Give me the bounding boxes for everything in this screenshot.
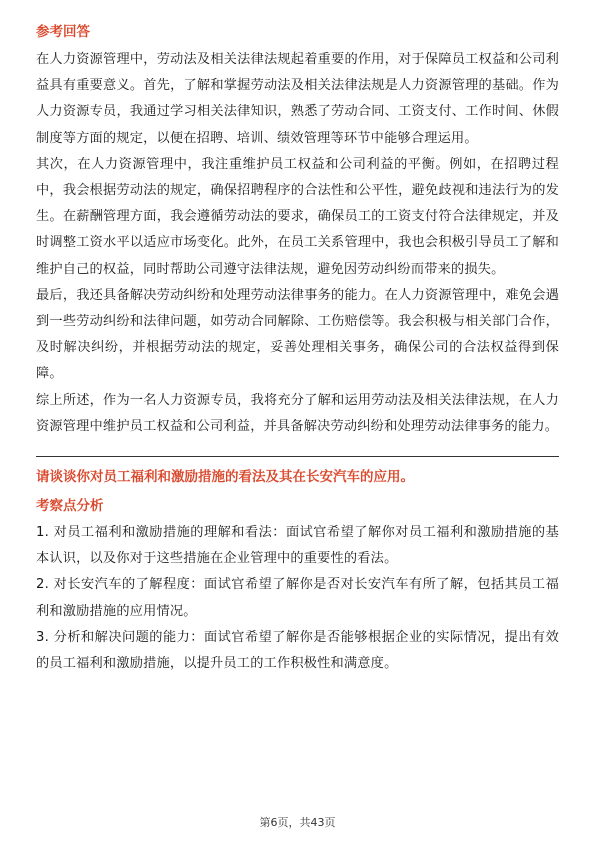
analysis-item-2: 2. 对长安汽车的了解程度：面试官希望了解你是否对长安汽车有所了解，包括其员工福利和激励措施的应用情况。 <box>36 577 559 619</box>
answer-paragraph-2: 其次，在人力资源管理中，我注重维护员工权益和公司利益的平衡。例如，在招聘过程中，我会根据劳动法的规定，确保招聘程序的合法性和公平性，避免歧视和违法行为的发生。在薪酬管理方面，我会遵循劳动法的要求，确保员工的工资支付符合法律规定，并及时调整工资水平以适应市场变化。此外，在员工关系管理中，我也会积极引导员工了解和维护自己的权益，同时帮助公司遵守法律法规，避免因劳动纠纷而带来的损失。 <box>36 156 559 277</box>
analysis-item-3: 3. 分析和解决问题的能力：面试官希望了解你是否能够根据企业的实际情况，提出有效的员工福利和激励措施，以提升员工的工作积极性和满意度。 <box>36 629 559 672</box>
answer-paragraph-3: 最后，我还具备解决劳动纠纷和处理劳动法律事务的能力。在人力资源管理中，难免会遇到一些劳动纠纷和法律问题，如劳动合同解除、工伤赔偿等。我会积极与相关部门合作，及时解决纠纷，并根据劳动法的规定，妥善处理相关事务，确保公司的合法权益得到保障。 <box>36 287 559 382</box>
analysis-heading: 考察点分析 <box>36 498 104 515</box>
section-divider <box>36 456 559 457</box>
analysis-item-1: 1. 对员工福利和激励措施的理解和看法：面试官希望了解你对员工福利和激励措施的基本认识，以及你对于这些措施在企业管理中的重要性的看法。 <box>36 525 559 567</box>
answer-paragraph-4: 综上所述，作为一名人力资源专员，我将充分了解和运用劳动法及相关法律法规，在人力资源管理中维护员工权益和公司利益，并具备解决劳动纠纷和处理劳动法律事务的能力。 <box>36 392 559 434</box>
document-page <box>36 22 559 677</box>
reference-answer-heading: 参考回答 <box>36 24 90 40</box>
interview-question: 请谈谈你对员工福利和激励措施的看法及其在长安汽车的应用。 <box>36 469 414 486</box>
page-number-footer: 第6页，共43页 <box>259 816 336 829</box>
answer-paragraph-1: 在人力资源管理中，劳动法及相关法律法规起着重要的作用，对于保障员工权益和公司利益具有重要意义。首先，了解和掌握劳动法及相关法律法规是人力资源管理的基础。作为人力资源专员，我通过学习相关法律知识，熟悉了劳动合同、工资支付、工作时间、休假制度等方面的规定，以便在招聘、培训、绩效管理等环节中能够合理运用。 <box>36 52 559 146</box>
